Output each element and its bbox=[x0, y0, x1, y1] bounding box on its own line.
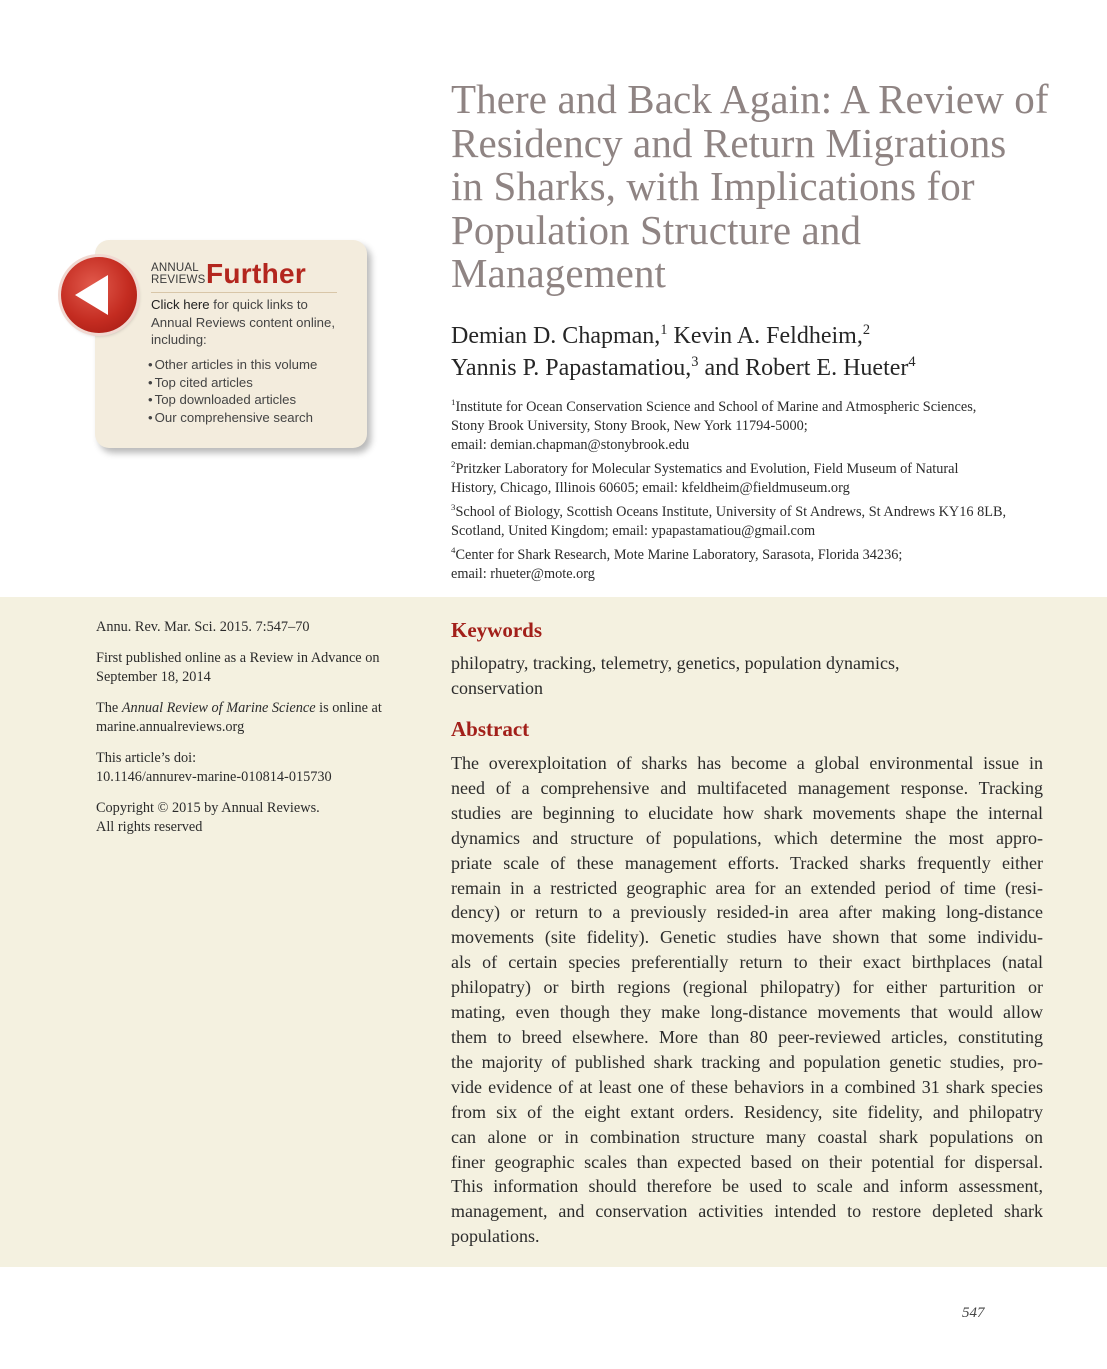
abstract-line: the majority of published shark tracking and population genetic studies, pro- bbox=[451, 1051, 1043, 1072]
abstract-line: dynamics and structure of populations, which determine the most appro- bbox=[451, 827, 1043, 848]
abstract-line: vide evidence of at least one of these behaviors in a combined 31 shark species bbox=[451, 1076, 1043, 1097]
page-number: 547 bbox=[962, 1305, 985, 1321]
abstract-line: studies are beginning to elucidate how shark movements shape the internal bbox=[451, 802, 1043, 823]
citation: Annu. Rev. Mar. Sci. 2015. 7:547–70 bbox=[96, 619, 310, 635]
affiliation-marker: 3 bbox=[451, 502, 456, 513]
affiliation-text: Scotland, United Kingdom; email: ypapastamatiou@gmail.com bbox=[451, 523, 816, 539]
affiliation-marker: 2 bbox=[451, 459, 456, 470]
arrow-glyph bbox=[61, 257, 137, 333]
affiliation-text: School of Biology, Scottish Oceans Institute, University of St Andrews, St Andrews KY16 8LB, bbox=[455, 504, 1007, 520]
author-name: and Robert E. Hueter bbox=[698, 355, 909, 381]
further-link-item[interactable]: • Other articles in this volume bbox=[148, 356, 317, 374]
annual-reviews-logo: ANNUAL REVIEWS bbox=[151, 262, 206, 286]
affiliation-email[interactable]: email: rhueter@mote.org bbox=[451, 566, 595, 582]
publication-date: First published online as a Review in Advance on September 18, 2014 bbox=[96, 650, 380, 685]
affiliation bbox=[451, 503, 1061, 541]
title-line: in Sharks, with Implications for bbox=[451, 163, 975, 209]
further-link-item[interactable]: • Top cited articles bbox=[148, 374, 317, 392]
doi: This article’s doi: 10.1146/annurev-marine-010814-015730 bbox=[96, 749, 416, 787]
title-line: There and Back Again: A Review of bbox=[451, 76, 1049, 122]
abstract-line: als of certain species preferentially return to their exact birthplaces (natal bbox=[451, 952, 1043, 973]
affiliation-text: Pritzker Laboratory for Molecular Systematics and Evolution, Field Museum of Natural bbox=[455, 461, 959, 477]
further-intro: Click here for quick links to Annual Reviews content online, including: bbox=[151, 297, 336, 347]
abstract-line: philopatry) or birth regions (regional philopatry) for either parturition or bbox=[451, 977, 1043, 998]
affiliation bbox=[451, 460, 1061, 498]
author-affil-marker: 3 bbox=[691, 354, 699, 370]
journal-online: The Annual Review of Marine Science is online at marine.annualreviews.org bbox=[96, 699, 416, 737]
author-affil-marker: 1 bbox=[660, 322, 668, 338]
further-links-list bbox=[148, 356, 317, 426]
keywords-text: philopatry, tracking, telemetry, genetics, population dynamics, conservation bbox=[451, 653, 900, 698]
title-line: Management bbox=[451, 250, 667, 296]
abstract-line: movements (site fidelity). Genetic studies have shown that some individu- bbox=[451, 927, 1043, 948]
abstract-line: priate scale of these management efforts. Tracked sharks frequently either bbox=[451, 852, 1043, 873]
affiliation-text: History, Chicago, Illinois 60605; email: kfeldheim@fieldmuseum.org bbox=[451, 480, 850, 496]
author-name: Demian D. Chapman, bbox=[451, 323, 661, 349]
copyright: Copyright © 2015 by Annual Reviews. All rights reserved bbox=[96, 800, 320, 835]
author-name: Kevin A. Feldheim, bbox=[667, 323, 863, 349]
abstract-line: remain in a restricted geographic area for an extended period of time (resi- bbox=[451, 877, 1043, 898]
abstract-line: finer geographic scales than expected based on their potential for dispersal. bbox=[451, 1151, 1043, 1172]
further-divider bbox=[151, 292, 337, 293]
abstract-line: This information should therefore be used to scale and inform assessment, bbox=[451, 1176, 1043, 1197]
article-title bbox=[451, 78, 1071, 296]
abstract-line: from six of the eight extant orders. Residency, site fidelity, and philopatry bbox=[451, 1101, 1043, 1122]
affiliations bbox=[451, 398, 1061, 589]
abstract-heading: Abstract bbox=[451, 717, 530, 741]
abstract-line: dency) or return to a previously resided-in area after making long-distance bbox=[451, 902, 1043, 923]
abstract-line: need of a comprehensive and multifaceted management response. Tracking bbox=[451, 777, 1043, 798]
title-line: Population Structure and bbox=[451, 206, 862, 253]
keywords-heading: Keywords bbox=[451, 618, 542, 642]
abstract-text bbox=[451, 751, 1043, 1249]
author-list bbox=[451, 320, 1071, 384]
article-meta bbox=[96, 618, 416, 849]
left-arrow-circle-icon[interactable] bbox=[61, 257, 137, 333]
author-affil-marker: 4 bbox=[908, 354, 916, 370]
journal-url[interactable]: marine.annualreviews.org bbox=[96, 719, 245, 735]
abstract-line: mating, even though they make long-distance movements that would allow bbox=[451, 1002, 1043, 1023]
doi-link[interactable]: 10.1146/annurev-marine-010814-015730 bbox=[96, 769, 332, 785]
abstract-line: populations. bbox=[451, 1226, 540, 1247]
author-line bbox=[451, 352, 1071, 384]
further-link-item[interactable]: • Our comprehensive search bbox=[148, 409, 317, 427]
affiliation bbox=[451, 398, 1061, 455]
author-line bbox=[451, 320, 1071, 352]
journal-name: Annual Review of Marine Science bbox=[121, 700, 316, 716]
author-name: Yannis P. Papastamatiou, bbox=[451, 355, 692, 381]
further-link-item[interactable]: • Top downloaded articles bbox=[148, 391, 317, 409]
abstract-line: management, and conservation activities intended to restore depleted shark bbox=[451, 1201, 1043, 1222]
abstract-line: The overexploitation of sharks has become a global environmental issue in bbox=[451, 753, 1043, 773]
affiliation-email[interactable]: email: demian.chapman@stonybrook.edu bbox=[451, 437, 690, 453]
affiliation bbox=[451, 546, 1061, 584]
abstract-line: them to breed elsewhere. More than 80 peer-reviewed articles, constituting bbox=[451, 1026, 1043, 1047]
affiliation-text: Stony Brook University, Stony Brook, New York 11794-5000; bbox=[451, 418, 808, 434]
abstract-line: can alone or in combination structure many coastal shark populations on bbox=[451, 1126, 1043, 1147]
title-line: Residency and Return Migrations bbox=[451, 119, 1007, 166]
click-here-link[interactable]: Click here bbox=[151, 297, 210, 312]
further-wordmark: Further bbox=[206, 258, 307, 289]
affiliation-text: Center for Shark Research, Mote Marine Laboratory, Sarasota, Florida 34236; bbox=[455, 547, 903, 563]
affiliation-text: Institute for Ocean Conservation Science and School of Marine and Atmospheric Sciences, bbox=[455, 399, 977, 415]
affiliation-marker: 1 bbox=[451, 397, 456, 408]
affiliation-marker: 4 bbox=[451, 545, 456, 556]
author-affil-marker: 2 bbox=[862, 322, 871, 338]
